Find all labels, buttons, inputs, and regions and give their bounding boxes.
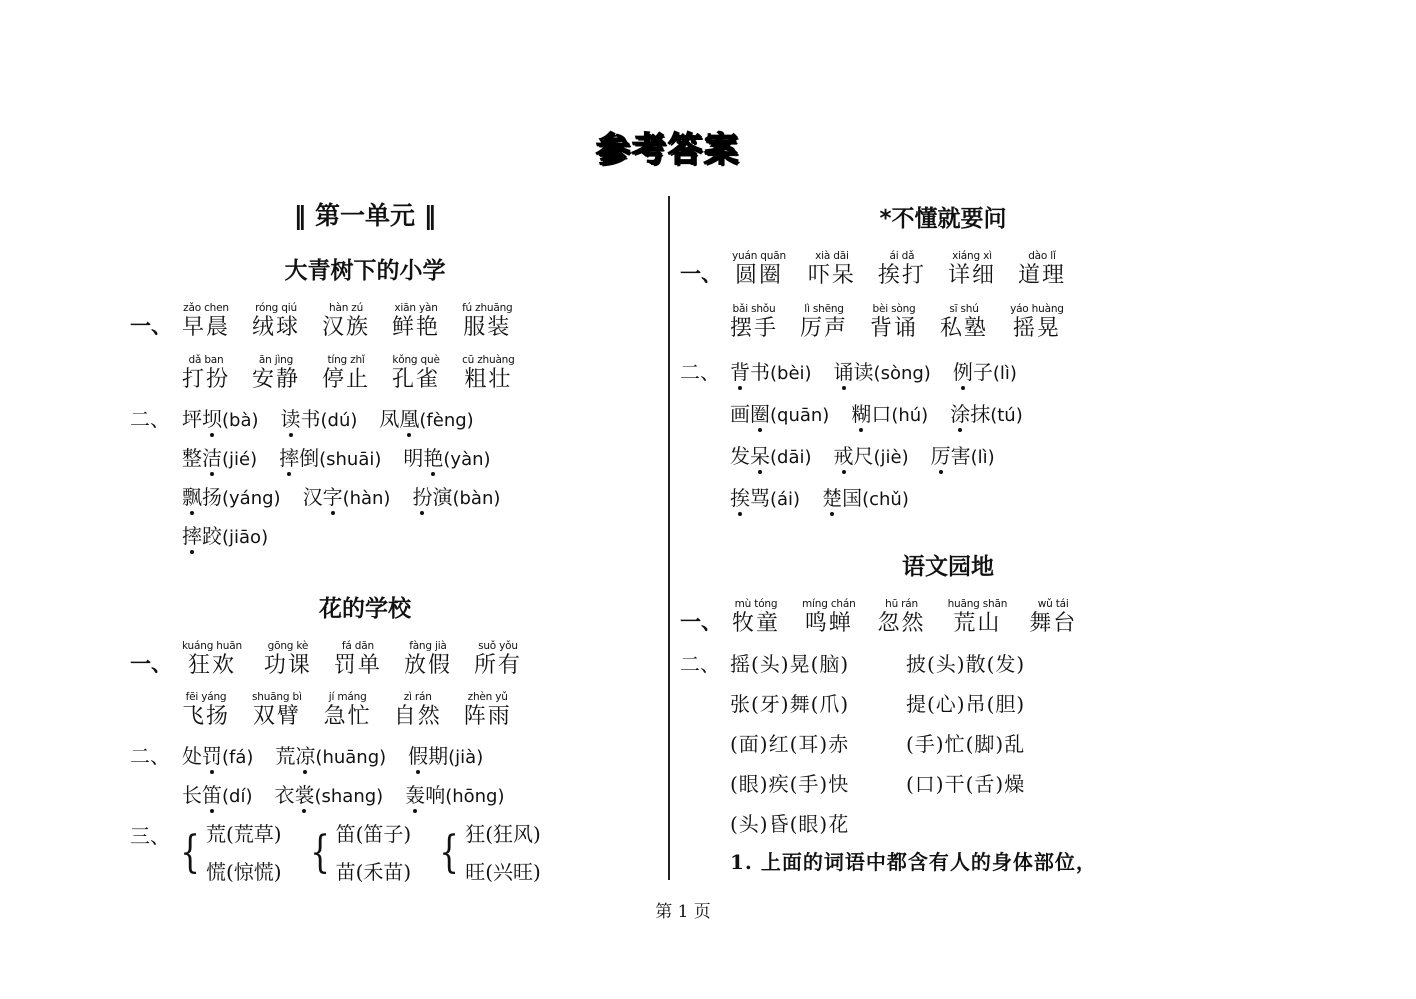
answer-item: [730, 486, 800, 510]
plain-char: 汉: [302, 485, 323, 509]
hanzi-text: 安静: [252, 367, 301, 392]
pinyin-word: [1029, 598, 1077, 638]
answer-item: [182, 744, 253, 768]
lesson4-q2-lines: [730, 650, 1082, 850]
hanzi-text: 汉族: [322, 315, 371, 340]
pinyin-answer: (huāng): [315, 747, 387, 768]
pinyin-text: hàn zú: [329, 302, 364, 314]
pinyin-text: fá dān: [341, 640, 374, 652]
brace-item: 笛(笛子): [335, 822, 412, 846]
idiom-item: (手)忙(脚)乱: [906, 732, 1026, 756]
hanzi-text: 狂欢: [187, 653, 236, 678]
answer-line: [730, 358, 1045, 400]
dotted-char: 艳: [423, 446, 444, 470]
brace-item: 慌(惊慌): [206, 860, 282, 884]
hanzi-text: 粗壮: [464, 367, 513, 392]
dotted-char: 戒: [833, 444, 854, 468]
answer-item: [834, 360, 931, 384]
lesson3-q1-row2: [730, 303, 1086, 343]
lesson1-q2-lines: [182, 405, 522, 561]
dotted-char: 笛: [202, 783, 222, 807]
column-divider: [668, 196, 670, 880]
pinyin-word: [322, 302, 370, 342]
answer-item: [822, 486, 909, 510]
hanzi-text: 吓呆: [807, 263, 856, 288]
hanzi-text: 服装: [463, 315, 512, 340]
pinyin-text: fàng jià: [409, 640, 447, 652]
pinyin-words: [182, 691, 534, 731]
pinyin-word: [474, 640, 522, 680]
hanzi-text: 所有: [473, 653, 522, 678]
lesson4-q1-row1: [680, 598, 1099, 638]
answer-item: [182, 783, 252, 807]
pinyin-text: róng qiú: [255, 302, 297, 314]
answer-item: [405, 783, 504, 807]
pinyin-text: lì shēng: [804, 303, 844, 315]
lesson2-q3-groups: [176, 815, 565, 891]
pinyin-word: [324, 691, 372, 731]
pinyin-word: [252, 691, 302, 731]
hanzi-text: 私塾: [940, 316, 989, 341]
idiom-item: 摇(头)晃(脑): [730, 652, 850, 676]
pinyin-text: jí máng: [328, 691, 367, 703]
dotted-char: 假: [408, 744, 429, 768]
pinyin-text: xiáng xì: [952, 250, 992, 262]
pinyin-words: [730, 303, 1086, 343]
hanzi-text: 罚单: [333, 653, 382, 678]
hanzi-text: 摇晃: [1012, 316, 1061, 341]
hanzi-text: 鸣蝉: [804, 611, 853, 636]
idiom-line: [730, 650, 1082, 690]
plain-char: 子: [972, 360, 993, 384]
answer-line: [182, 444, 522, 483]
brace-icon: {: [180, 827, 200, 878]
idiom-item: 提(心)吊(胆): [906, 692, 1026, 716]
pinyin-word: [878, 598, 926, 638]
answer-item: [953, 360, 1017, 384]
idiom-line: [730, 690, 1082, 730]
hanzi-text: 停止: [322, 367, 371, 392]
answer-item: [408, 744, 483, 768]
plain-char: 衣: [274, 783, 295, 807]
pinyin-answer: (lì): [970, 447, 995, 468]
dotted-char: 厉: [930, 444, 951, 468]
plain-char: 明: [403, 446, 424, 470]
hanzi-text: 急忙: [323, 704, 372, 729]
plain-char: 演: [432, 485, 453, 509]
hanzi-text: 荒山: [953, 611, 1002, 636]
lesson3-q2-label: 二、: [680, 360, 720, 384]
lesson2-q1-row2: [182, 691, 534, 731]
pinyin-word: [182, 640, 242, 680]
pinyin-text: xià dāi: [815, 250, 849, 262]
brace-item: 荒(荒草): [206, 822, 282, 846]
pinyin-answer: (bèi): [770, 363, 812, 384]
answer-item: [274, 783, 383, 807]
answer-item: [182, 407, 259, 431]
idiom-item: (口)干(舌)燥: [906, 772, 1026, 796]
brace-group: [306, 815, 412, 891]
hanzi-text: 孔雀: [392, 367, 441, 392]
pinyin-answer: (yáng): [222, 488, 281, 509]
idiom-item: (面)红(耳)赤: [730, 732, 850, 756]
brace-stack: [336, 815, 412, 891]
pinyin-text: shuāng bì: [252, 691, 302, 703]
plain-char: 凤: [379, 407, 400, 431]
pinyin-word: [322, 354, 370, 394]
hanzi-text: 厉声: [800, 316, 849, 341]
hanzi-text: 牧童: [732, 611, 781, 636]
pinyin-answer: (quān): [770, 405, 830, 426]
answer-item: [182, 524, 268, 548]
plain-char: 响: [425, 783, 446, 807]
answer-line: [182, 405, 522, 444]
answer-line: [182, 742, 527, 781]
hanzi-text: 打扮: [182, 367, 231, 392]
pinyin-word: [1018, 250, 1066, 290]
hanzi-text: 飞扬: [182, 704, 231, 729]
q1-label: 一、: [130, 313, 172, 338]
plain-char: 国: [842, 486, 863, 510]
pinyin-answer: (dú): [320, 410, 358, 431]
pinyin-word: [394, 691, 442, 731]
pinyin-answer: (chǔ): [862, 489, 909, 510]
hanzi-text: 详细: [947, 263, 996, 288]
pinyin-text: bèi sòng: [872, 303, 916, 315]
pinyin-text: bǎi shǒu: [732, 303, 776, 315]
answer-line: [182, 483, 522, 522]
answer-item: [182, 485, 281, 509]
pinyin-text: míng chán: [802, 598, 856, 610]
answer-line: [730, 484, 1045, 526]
pinyin-answer: (hàn): [342, 488, 391, 509]
pinyin-text: zì rán: [403, 691, 432, 703]
hanzi-text: 挨打: [877, 263, 926, 288]
pinyin-text: fēi yáng: [185, 691, 227, 703]
plain-char: 扬: [202, 485, 222, 509]
pinyin-answer: (ái): [770, 489, 801, 510]
unit-title: ‖ 第一单元 ‖: [293, 201, 437, 230]
brace-group: [176, 815, 282, 891]
pinyin-word: [878, 250, 926, 290]
pinyin-words: [182, 302, 535, 342]
pinyin-text: hū rán: [885, 598, 918, 610]
pinyin-answer: (fèng): [419, 410, 474, 431]
pinyin-answer: (lì): [992, 363, 1017, 384]
pinyin-answer: (bà): [222, 410, 259, 431]
pinyin-text: cū zhuàng: [462, 354, 515, 366]
dotted-char: 裳: [294, 783, 315, 807]
lesson2-q2-lines: [182, 742, 527, 820]
dotted-char: 摔: [279, 446, 300, 470]
pinyin-words: [732, 598, 1099, 638]
lesson1-q2-label: 二、: [130, 407, 170, 431]
brace-group: [435, 815, 541, 891]
hanzi-text: 摆手: [730, 316, 779, 341]
plain-char: 书: [300, 407, 321, 431]
dotted-char: 诵: [833, 360, 854, 384]
pinyin-word: [940, 303, 988, 343]
pinyin-answer: (shuāi): [319, 449, 382, 470]
pinyin-word: [948, 598, 1008, 638]
pinyin-answer: (yàn): [443, 449, 491, 470]
brace-stack: [465, 815, 541, 891]
pinyin-word: [392, 354, 440, 394]
pinyin-word: [252, 354, 300, 394]
hanzi-text: 背诵: [870, 316, 919, 341]
answer-item: [730, 360, 812, 384]
plain-char: 口: [871, 402, 892, 426]
lesson4-title: 语文园地: [902, 554, 994, 580]
answer-item: [279, 446, 381, 470]
pinyin-answer: (hú): [891, 405, 929, 426]
pinyin-word: [948, 250, 996, 290]
pinyin-text: kǒng què: [392, 354, 440, 366]
pinyin-text: ái dǎ: [889, 250, 915, 262]
pinyin-answer: (jiè): [873, 447, 909, 468]
answer-item: [851, 402, 928, 426]
plain-char: 整: [182, 446, 202, 470]
pinyin-word: [464, 691, 512, 731]
idiom-line: [730, 810, 1082, 850]
pinyin-text: dǎ ban: [188, 354, 224, 366]
hanzi-text: 舞台: [1029, 611, 1078, 636]
dotted-char: 坝: [202, 407, 222, 431]
pinyin-answer: (jié): [222, 449, 258, 470]
pinyin-text: zǎo chen: [183, 302, 229, 314]
pinyin-word: [1010, 303, 1064, 343]
pinyin-text: gōng kè: [267, 640, 309, 652]
pinyin-text: yáo huàng: [1010, 303, 1064, 315]
answer-item: [303, 485, 391, 509]
hanzi-text: 阵雨: [463, 704, 512, 729]
lesson2-q1-row1: [130, 640, 544, 680]
pinyin-word: [392, 302, 440, 342]
brace-item: 旺(兴旺): [465, 860, 541, 884]
answer-item: [931, 444, 995, 468]
lesson1-q1-row1: [130, 302, 535, 342]
pinyin-answer: (dāi): [770, 447, 812, 468]
page-number: 第 1 页: [655, 902, 711, 922]
pinyin-word: [182, 691, 230, 731]
lesson3-title: *不懂就要问: [879, 206, 1007, 232]
pinyin-text: huāng shān: [947, 598, 1008, 610]
plain-char: 害: [950, 444, 971, 468]
pinyin-word: [334, 640, 382, 680]
lesson4-note: 1. 上面的词语中都含有人的身体部位，: [730, 850, 1097, 874]
plain-char: 期: [428, 744, 449, 768]
answer-item: [730, 402, 829, 426]
answer-item: [403, 446, 490, 470]
dotted-char: 凰: [399, 407, 420, 431]
dotted-char: 罚: [202, 744, 222, 768]
brace-icon: {: [439, 827, 460, 878]
lesson2-q2-label: 二、: [130, 744, 170, 768]
pinyin-word: [252, 302, 300, 342]
pinyin-words: [182, 640, 544, 680]
idiom-line: [730, 770, 1082, 810]
pinyin-word: [462, 302, 512, 342]
pinyin-answer: (fá): [222, 747, 254, 768]
pinyin-text: dào lǐ: [1028, 250, 1056, 262]
pinyin-answer: (jiāo): [222, 527, 269, 548]
pinyin-word: [462, 354, 515, 394]
hanzi-text: 忽然: [877, 611, 926, 636]
pinyin-text: wǔ tái: [1037, 598, 1069, 610]
idiom-item: 披(头)散(发): [906, 652, 1026, 676]
dotted-char: 洁: [202, 446, 222, 470]
dotted-char: 轰: [405, 783, 426, 807]
pinyin-answer: (tú): [990, 405, 1023, 426]
answer-line: [730, 442, 1045, 484]
brace-icon: {: [309, 827, 330, 878]
dotted-char: 读: [280, 407, 301, 431]
hanzi-text: 放假: [403, 653, 452, 678]
pinyin-word: [264, 640, 312, 680]
brace-stack: [206, 815, 282, 891]
pinyin-word: [182, 354, 230, 394]
answer-item: [950, 402, 1023, 426]
lesson2-q3-label: 三、: [130, 824, 170, 848]
hanzi-text: 双臂: [252, 704, 301, 729]
dotted-char: 呆: [750, 444, 770, 468]
plain-char: 读: [853, 360, 874, 384]
answer-item: [275, 744, 386, 768]
pinyin-answer: (jià): [448, 747, 484, 768]
page-title: 参考答案: [596, 130, 740, 170]
pinyin-word: [404, 640, 452, 680]
dotted-char: 扮: [412, 485, 433, 509]
pinyin-text: tíng zhǐ: [327, 354, 365, 366]
dotted-char: 例: [952, 360, 973, 384]
dotted-char: 楚: [822, 486, 843, 510]
pinyin-text: zhèn yǔ: [467, 691, 508, 703]
plain-char: 处: [182, 744, 202, 768]
pinyin-words: [732, 250, 1088, 290]
plain-char: 倒: [299, 446, 320, 470]
plain-char: 画: [730, 402, 750, 426]
pinyin-text: kuáng huān: [182, 640, 242, 652]
answer-item: [281, 407, 358, 431]
pinyin-answer: (sòng): [873, 363, 931, 384]
answer-item: [730, 444, 812, 468]
idiom-item: (眼)疾(手)快: [730, 772, 850, 796]
idiom-item: (头)昏(眼)花: [730, 812, 850, 836]
plain-char: 书: [750, 360, 770, 384]
lesson2-title: 花的学校: [319, 596, 411, 622]
lesson1-q1-row2: [182, 354, 537, 394]
q1-label: 一、: [130, 651, 172, 676]
plain-char: 荒: [275, 744, 296, 768]
hanzi-text: 鲜艳: [392, 315, 441, 340]
dotted-char: 凉: [295, 744, 316, 768]
q1-label: 一、: [680, 609, 722, 634]
brace-item: 苗(禾苗): [335, 860, 412, 884]
pinyin-word: [732, 250, 786, 290]
pinyin-word: [802, 598, 856, 638]
dotted-char: 圈: [750, 402, 770, 426]
lesson3-q2-lines: [730, 358, 1045, 526]
plain-char: 跤: [202, 524, 222, 548]
hanzi-text: 自然: [393, 704, 442, 729]
plain-char: 坪: [182, 407, 202, 431]
dotted-char: 涂: [950, 402, 971, 426]
lesson1-title: 大青树下的小学: [284, 258, 446, 284]
pinyin-word: [870, 303, 918, 343]
pinyin-text: fú zhuāng: [462, 302, 513, 314]
answer-item: [379, 407, 473, 431]
plain-char: 发: [730, 444, 750, 468]
pinyin-answer: (hōng): [445, 786, 505, 807]
pinyin-text: sī shú: [949, 303, 979, 315]
pinyin-answer: (bàn): [452, 488, 501, 509]
dotted-char: 摔: [182, 524, 202, 548]
plain-char: 尺: [853, 444, 874, 468]
brace-item: 狂(狂风): [465, 822, 541, 846]
idiom-line: [730, 730, 1082, 770]
pinyin-text: xiān yàn: [394, 302, 438, 314]
pinyin-text: suǒ yǒu: [478, 640, 518, 652]
hanzi-text: 功课: [263, 653, 312, 678]
idiom-item: 张(牙)舞(爪): [730, 692, 850, 716]
pinyin-word: [730, 303, 778, 343]
answer-item: [412, 485, 500, 509]
dotted-char: 糊: [851, 402, 872, 426]
q1-label: 一、: [680, 261, 722, 286]
hanzi-text: 道理: [1017, 263, 1066, 288]
plain-char: 长: [182, 783, 202, 807]
lesson3-q1-row1: [680, 250, 1088, 290]
hanzi-text: 圆圈: [734, 263, 783, 288]
answer-item: [834, 444, 909, 468]
dotted-char: 字: [322, 485, 343, 509]
pinyin-word: [800, 303, 848, 343]
pinyin-word: [732, 598, 780, 638]
answer-line: [730, 400, 1045, 442]
answer-item: [182, 446, 257, 470]
plain-char: 抹: [970, 402, 991, 426]
answer-line: [182, 522, 522, 561]
pinyin-words: [182, 354, 537, 394]
pinyin-word: [808, 250, 856, 290]
pinyin-word: [182, 302, 230, 342]
hanzi-text: 绒球: [252, 315, 301, 340]
pinyin-answer: (dí): [222, 786, 253, 807]
dotted-char: 飘: [182, 485, 202, 509]
pinyin-text: ān jìng: [258, 354, 294, 366]
pinyin-text: mù tóng: [734, 598, 778, 610]
dotted-char: 挨: [730, 486, 750, 510]
dotted-char: 背: [730, 360, 750, 384]
pinyin-text: yuán quān: [732, 250, 786, 262]
lesson4-q2-label: 二、: [680, 652, 720, 676]
hanzi-text: 早晨: [182, 315, 231, 340]
pinyin-answer: (shang): [314, 786, 384, 807]
plain-char: 骂: [750, 486, 770, 510]
